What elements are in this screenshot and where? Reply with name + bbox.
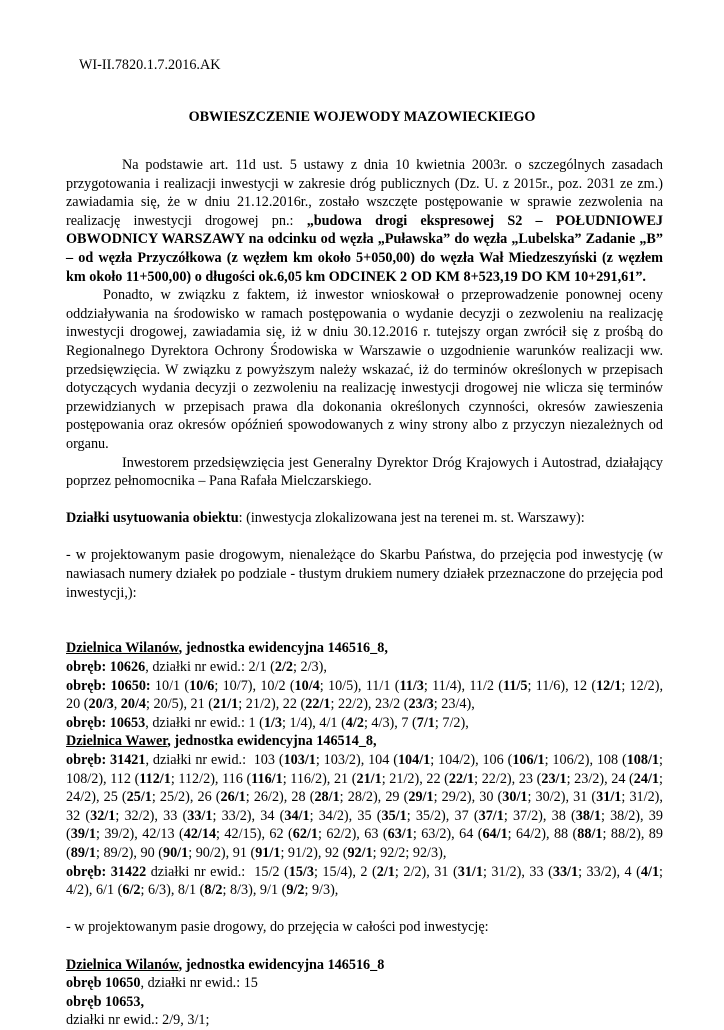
investment-name: „budowa drogi ekspresowej S2 – POŁUDNIOWEJ OBWODNICY WARSZAWY na odcinku od węzła „Puławska” do węzła „Lubelska” Zadanie „B” – od węzła Przyczółkowa (z węzłem km około 5+050,00) do węzła Wał Miedzeszyński (z węzłem km około 11+500,00) o długości ok.6,05 km ODCINEK 2 OD KM 8+523,19 DO KM 10+291,61”.: [66, 212, 664, 285]
obreb-label: obręb 10650: [66, 975, 141, 992]
document-body: [66, 156, 663, 1030]
district-unit: , jednostka ewidencyjna 146516_8: [178, 956, 385, 973]
district-wawer-heading: Dzielnica Wawer, jednostka ewidencyjna 146514_8,: [66, 733, 377, 750]
district-unit: , jednostka ewidencyjna 146516_8,: [178, 640, 388, 657]
document-reference-number: WI-II.7820.1.7.2016.AK: [79, 57, 221, 73]
parcels-heading: Działki usytuowania obiektu: [66, 510, 239, 527]
paragraph-parcels-location: [66, 509, 663, 528]
spacer: [66, 937, 663, 956]
spacer: [66, 528, 663, 547]
paragraph-legal-basis: [66, 156, 663, 286]
obreb-10653-line: obręb: 10653, działki nr ewid.: 1 (1/3; 1/4), 4/1 (4/2; 4/3), 7 (7/1; 7/2),: [66, 714, 469, 731]
obreb-10653-parcels-line: działki nr ewid.: 2/9, 3/1;: [66, 1012, 210, 1029]
obreb-31422-line: obręb: 31422 działki nr ewid.: 15/2 (15/3; 15/4), 2 (2/1; 2/2), 31 (31/1; 31/2), 33 (33/1; 33/2), 4 (4/1; 4/2), 6/1 (6/2; 6/3), 8/1 (8/2; 8/3), 9/1 (9/2; 9/3),: [66, 863, 663, 899]
district-name: Dzielnica Wilanów: [66, 956, 179, 973]
obreb-10626-line: obręb: 10626, działki nr ewid.: 2/1 (2/2; 2/3),: [66, 659, 327, 676]
paragraph-investor: Inwestorem przedsięwzięcia jest Generalny Dyrektor Dróg Krajowych i Autostrad, działający poprzez pełnomocnika – Pana Rafała Mielczarskiego.: [66, 454, 663, 490]
obreb-31421-line: obręb: 31421, działki nr ewid.: 103 (103/1; 103/2), 104 (104/1; 104/2), 106 (106/1; 106/2), 108 (108/1; 108/2), 112 (112/1; 112/2), 116 (116/1; 116/2), 21 (21/1; 21/2), 22 (22/1; 22/2), 23 (23/1; 23/2), 24 (24/1; 24/2), 25 (25/1; 25/2), 26 (26/1; 26/2), 28 (28/1; 28/2), 29 (29/1; 29/2), 30 (30/1; 30/2), 31 (31/1; 31/2), 32 (32/1; 32/2), 33 (33/1; 33/2), 34 (34/1; 34/2), 35 (35/1; 35/2), 37 (37/1; 37/2), 38 (38/1; 38/2), 39 (39/1; 39/2), 42/13 (42/14; 42/15), 62 (62/1; 62/2), 63 (63/1; 63/2), 64 (64/1; 64/2), 88 (88/1; 88/2), 89 (89/1; 89/2), 90 (90/1; 90/2), 91 (91/1; 91/2), 92 (92/1; 92/2; 92/3),: [66, 752, 663, 861]
spacer: [66, 491, 663, 510]
district-wilanow-heading: [66, 639, 663, 658]
page-title: OBWIESZCZENIE WOJEWODY MAZOWIECKIEGO: [188, 109, 536, 125]
district-name: Dzielnica Wilanów: [66, 640, 179, 657]
parcel-list: , działki nr ewid.: 15: [140, 975, 258, 992]
obreb-10650-line: obręb: 10650: 10/1 (10/6; 10/7), 10/2 (10/4; 10/5), 11/1 (11/3; 11/4), 11/2 (11/5; 11/6), 12 (12/1; 12/2), 20 (20/3, 20/4; 20/5), 21 (21/1; 21/2), 22 (22/1; 22/2), 23/2 (23/3; 23/4),: [66, 677, 664, 713]
parcels-location-text: : (inwestycja zlokalizowana jest na terenei m. st. Warszawy):: [238, 510, 585, 527]
spacer: [66, 621, 663, 640]
district-wilanow-heading-2: [66, 956, 663, 975]
obreb-label: obręb 10653,: [66, 993, 145, 1010]
paragraph-road-belt-not-state: - w projektowanym pasie drogowym, nienależące do Skarbu Państwa, do przejęcia pod inwestycję (w nawiasach numery działek po podziale - tłustym drukiem numery działek przeznaczone do przejęcia pod inwestycji,):: [66, 547, 663, 601]
spacer: [66, 900, 663, 919]
paragraph-environmental-assessment: Ponadto, w związku z faktem, iż inwestor wnioskował o przeprowadzenie ponownej oceny oddziaływania na środowisko w ramach postępowania o wydanie decyzji o zezwoleniu na realizację inwestycji drogowej, zawiadamia się, iż w dniu 30.12.2016 r. tutejszy organ zwrócił się z prośbą do Regionalnego Dyrektora Ochrony Środowiska w Warszawie o uzgodnienie warunków realizacji ww. przedsięwzięcia. W związku z powyższym należy wskazać, iż do terminów określonych w przepisach dotyczących wydania decyzji o zezwoleniu na realizację inwestycji drogowej nie wlicza się terminów przewidzianych w przepisach prawa dla dokonania określonych czynności, okresów zawieszenia postępowania oraz okresów opóźnień spowodowanych z winy strony albo z przyczyn niezależnych od organu.: [66, 287, 663, 452]
paragraph-road-belt-full: - w projektowanym pasie drogowy, do przejęcia w całości pod inwestycję:: [66, 919, 489, 936]
obreb-10650-full-line: [66, 974, 663, 993]
legal-basis-text: Na podstawie art. 11d ust. 5 ustawy z dnia 10 kwietnia 2003r. o szczególnych zasadach przygotowania i realizacji inwestycji w zakresie dróg publicznych (Dz. U. z 2015r., poz. 2031 ze zm.) zawiadamia się, że w dniu 21.12.2016r., zostało wszczęte postępowanie w sprawie zezwolenia na realizację inwestycji drogowej pn.:: [66, 157, 663, 229]
spacer: [66, 602, 663, 621]
obreb-10653-full-line: [66, 993, 663, 1012]
